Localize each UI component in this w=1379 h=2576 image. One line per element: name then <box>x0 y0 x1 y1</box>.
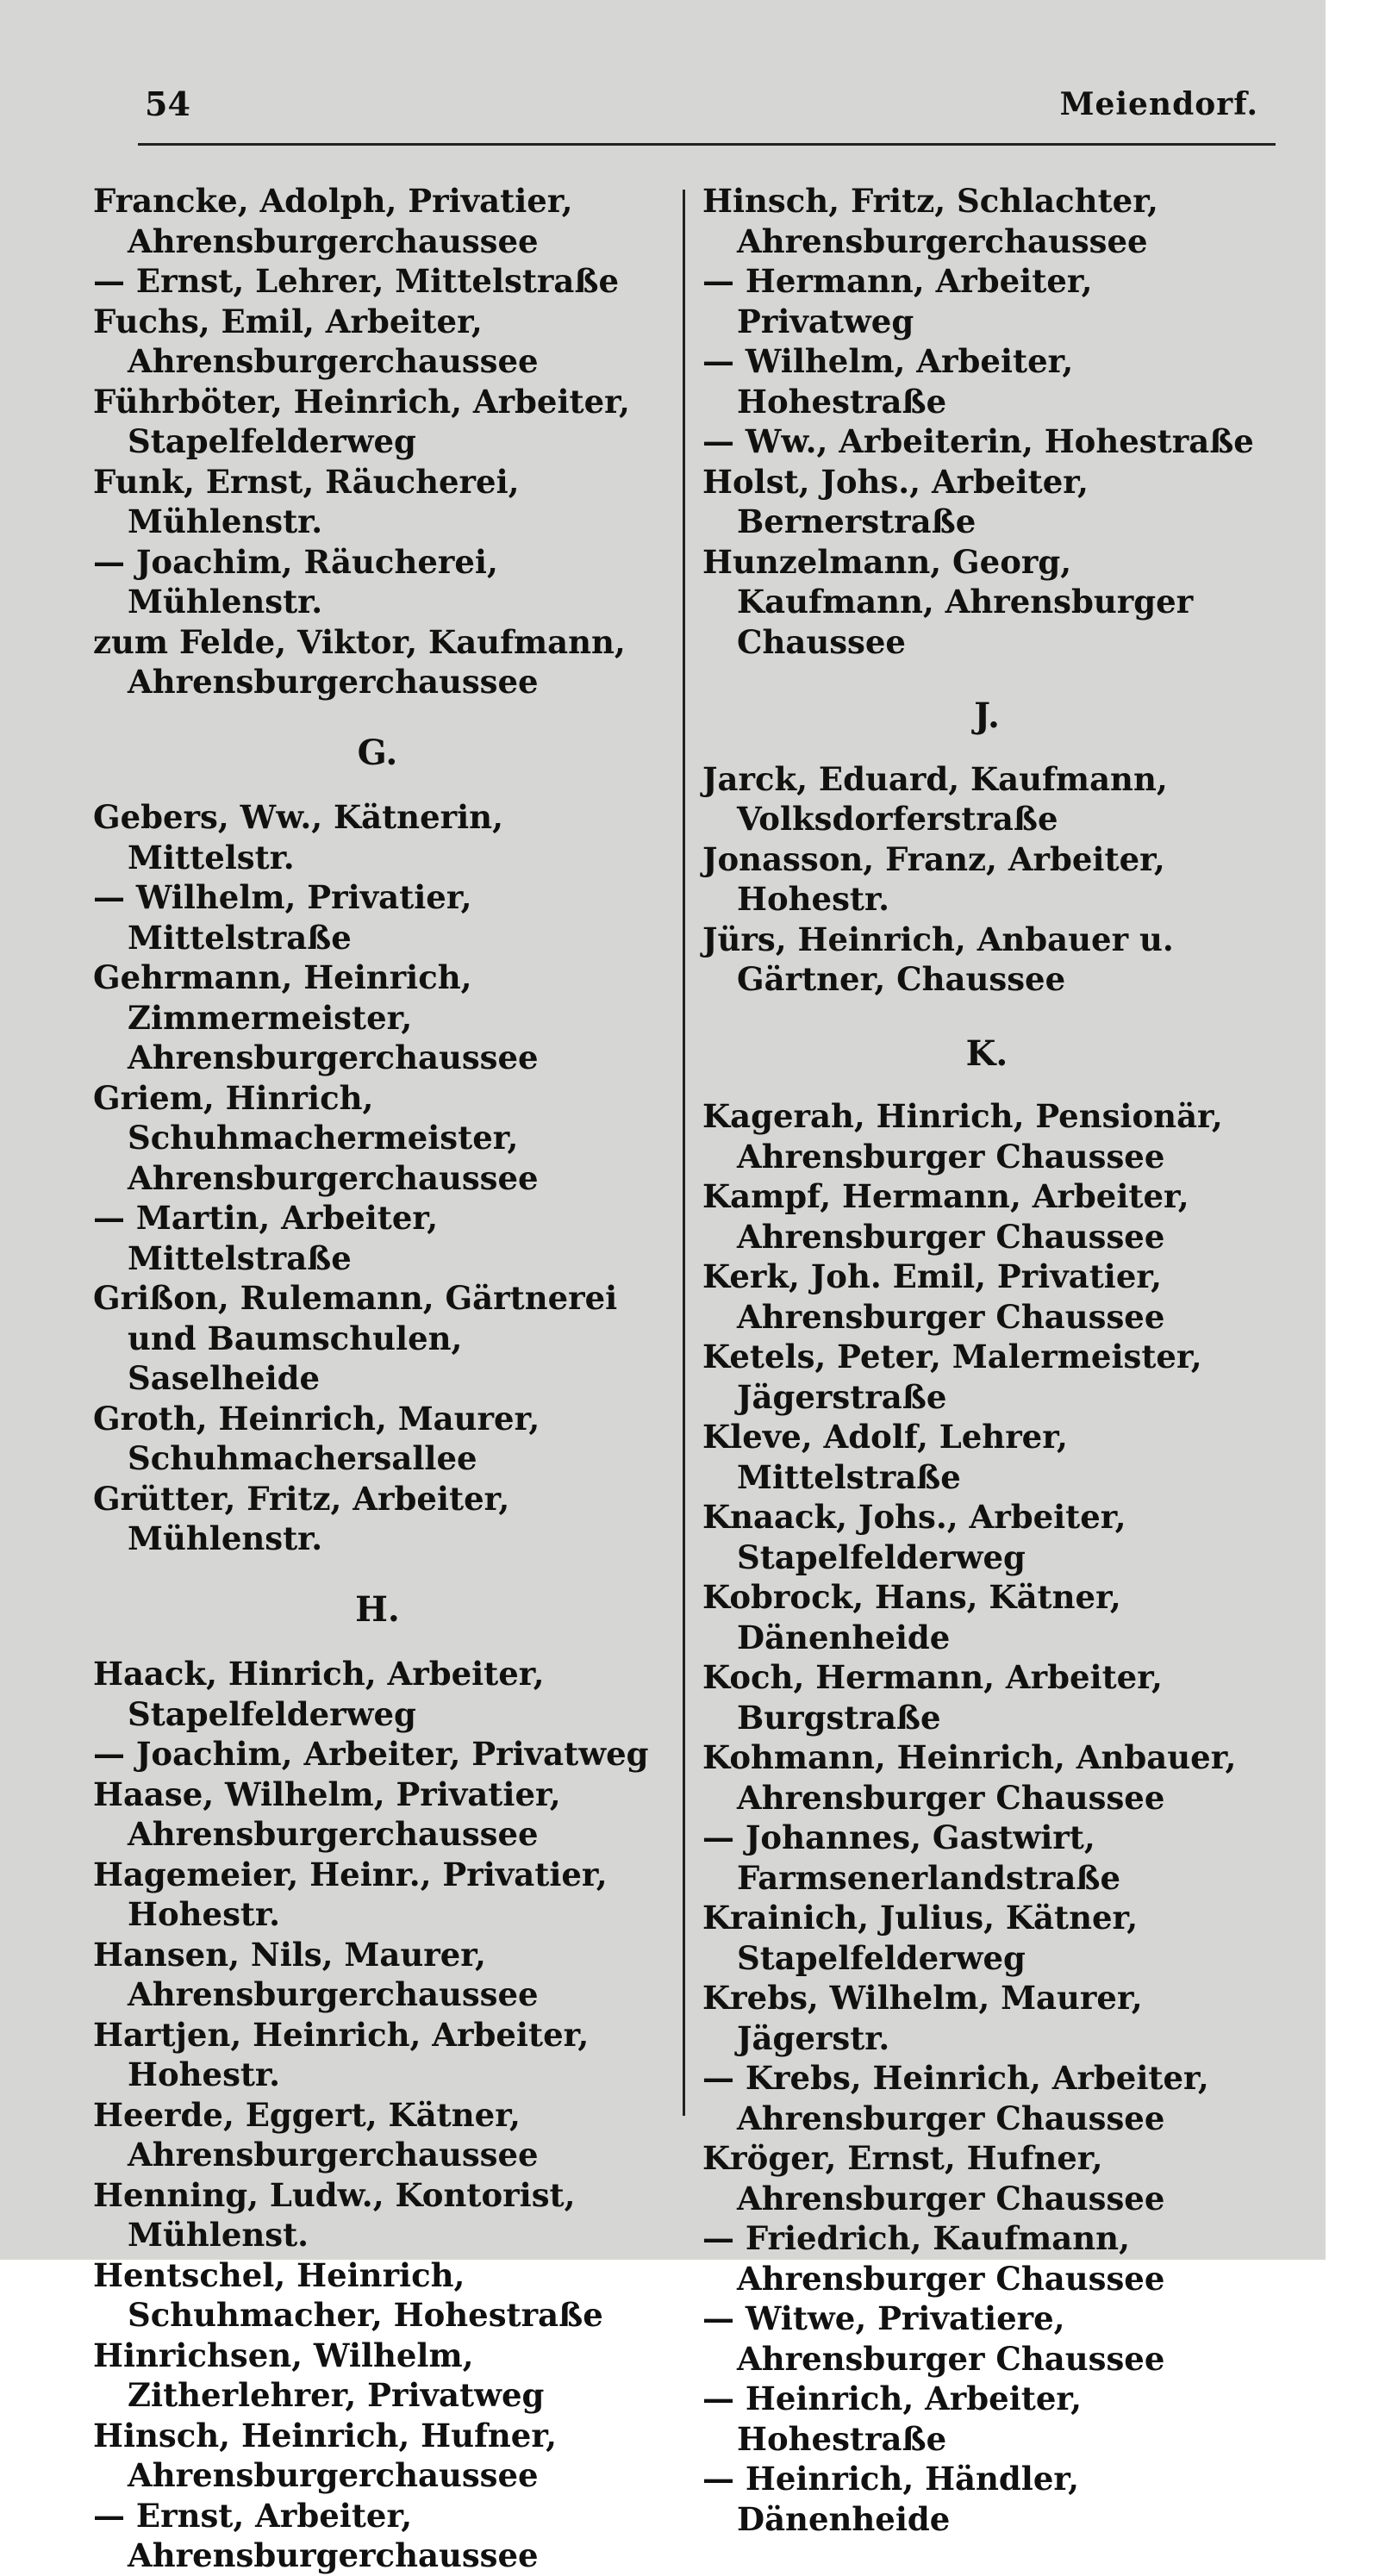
directory-entry: Hentschel, Heinrich, Schuhmacher, Hohestraße <box>93 2255 603 2334</box>
page-header <box>138 79 1276 131</box>
directory-entry: zum Felde, Viktor, Kaufmann, Ahrensburgerchaussee <box>93 622 626 701</box>
page-edge <box>1326 0 1379 2260</box>
directory-entry: — Friedrich, Kaufmann, Ahrensburger Chaussee <box>702 2219 1165 2298</box>
directory-entry: — Johannes, Gastwirt, Farmsenerlandstraße <box>702 1818 1121 1897</box>
directory-entry: Grißon, Rulemann, Gärtnerei und Baumschulen, Saselheide <box>93 1279 618 1397</box>
directory-entry: Henning, Ludw., Kontorist, Mühlenst. <box>93 2175 576 2254</box>
directory-entry: Hinrichsen, Wilhelm, Zitherlehrer, Privatweg <box>93 2336 545 2414</box>
directory-entry: Jarck, Eduard, Kaufmann, Volksdorferstraße <box>702 759 1168 838</box>
directory-entry: Groth, Heinrich, Maurer, Schuhmachersallee <box>93 1399 540 1477</box>
directory-entry: — Witwe, Privatiere, Ahrensburger Chaussee <box>702 2299 1165 2378</box>
directory-entry: — Wilhelm, Arbeiter, Hohestraße <box>702 342 1074 421</box>
directory-entry: — Wilhelm, Privatier, Mittelstraße <box>93 878 472 957</box>
directory-entry: Hansen, Nils, Maurer, Ahrensburgerchaussee <box>93 1935 539 2013</box>
directory-entry: Jonasson, Franz, Arbeiter, Hohestr. <box>702 839 1165 918</box>
directory-entry: Francke, Adolph, Privatier, Ahrensburgerchaussee <box>93 182 573 260</box>
directory-entry: — Hermann, Arbeiter, Privatweg <box>702 262 1093 340</box>
directory-entry: — Ernst, Arbeiter, Ahrensburgerchaussee <box>93 2496 539 2574</box>
right-column <box>702 181 1271 2539</box>
directory-entry: Heerde, Eggert, Kätner, Ahrensburgerchaussee <box>93 2095 539 2174</box>
directory-entry: Hinsch, Fritz, Schlachter, Ahrensburgerchaussee <box>702 182 1158 260</box>
running-title: Meiendorf. <box>1059 86 1258 122</box>
directory-entry: Kröger, Ernst, Hufner, Ahrensburger Chaussee <box>702 2139 1165 2217</box>
directory-entry: — Heinrich, Arbeiter, Hohestraße <box>702 2380 1083 2458</box>
directory-entry: Krainich, Julius, Kätner, Stapelfelderweg <box>702 1899 1139 1977</box>
directory-entry: Kerk, Joh. Emil, Privatier, Ahrensburger Chaussee <box>702 1257 1165 1336</box>
directory-entry: Gebers, Ww., Kätnerin, Mittelstr. <box>93 798 503 876</box>
directory-entry: Kleve, Adolf, Lehrer, Mittelstraße <box>702 1418 1068 1496</box>
directory-entry: Haase, Wilhelm, Privatier, Ahrensburgerchaussee <box>93 1775 561 1853</box>
directory-entry: Gehrmann, Heinrich, Zimmermeister, Ahrensburgerchaussee <box>93 958 539 1076</box>
directory-entry: — Joachim, Räucherei, Mühlenstr. <box>93 542 498 621</box>
page-number: 54 <box>145 84 190 123</box>
directory-entry: Kobrock, Hans, Kätner, Dänenheide <box>702 1578 1121 1656</box>
directory-entry: — Ernst, Lehrer, Mittelstraße <box>93 262 620 300</box>
directory-entry: Kagerah, Hinrich, Pensionär, Ahrensburger Chaussee <box>702 1097 1223 1176</box>
directory-entry: Holst, Johs., Arbeiter, Bernerstraße <box>702 462 1089 540</box>
directory-entry: Griem, Hinrich, Schuhmachermeister, Ahrensburgerchaussee <box>93 1078 539 1197</box>
section-heading: H. <box>355 1588 400 1630</box>
section-heading: J. <box>974 695 1000 736</box>
directory-entry: Jürs, Heinrich, Anbauer u. Gärtner, Chaussee <box>702 920 1174 998</box>
directory-entry: Führböter, Heinrich, Arbeiter, Stapelfelderweg <box>93 382 630 460</box>
directory-entry: — Heinrich, Händler, Dänenheide <box>702 2460 1080 2538</box>
left-column <box>93 181 662 2576</box>
directory-entry: Ketels, Peter, Malermeister, Jägerstraße <box>702 1338 1202 1416</box>
directory-entry: — Martin, Arbeiter, Mittelstraße <box>93 1199 439 1277</box>
directory-entry: Hartjen, Heinrich, Arbeiter, Hohestr. <box>93 2015 590 2093</box>
header-rule <box>138 143 1276 146</box>
directory-entry: Hagemeier, Heinr., Privatier, Hohestr. <box>93 1855 608 1933</box>
directory-entry: Krebs, Wilhelm, Maurer, Jägerstr. <box>702 1979 1143 2057</box>
directory-entry: — Krebs, Heinrich, Arbeiter, Ahrensburger Chaussee <box>702 2059 1209 2137</box>
directory-entry: Funk, Ernst, Räucherei, Mühlenstr. <box>93 462 520 540</box>
directory-entry: Knaack, Johs., Arbeiter, Stapelfelderweg <box>702 1498 1126 1576</box>
directory-entry: Hunzelmann, Georg, Kaufmann, Ahrensburger Chaussee <box>702 542 1194 661</box>
column-divider <box>683 190 685 2116</box>
directory-entry: Kampf, Hermann, Arbeiter, Ahrensburger Chaussee <box>702 1177 1189 1256</box>
directory-entry: — Ww., Arbeiterin, Hohestraße <box>702 422 1254 460</box>
section-heading: K. <box>965 1032 1008 1074</box>
section-heading: G. <box>357 732 398 773</box>
directory-entry: Grütter, Fritz, Arbeiter, Mühlenstr. <box>93 1479 510 1557</box>
directory-entry: Kohmann, Heinrich, Anbauer, Ahrensburger Chaussee <box>702 1738 1237 1817</box>
directory-entry: Haack, Hinrich, Arbeiter, Stapelfelderweg <box>93 1655 545 1733</box>
directory-entry: Koch, Hermann, Arbeiter, Burgstraße <box>702 1658 1163 1737</box>
directory-entry: Hinsch, Heinrich, Hufner, Ahrensburgerchaussee <box>93 2416 558 2494</box>
directory-entry: — Joachim, Arbeiter, Privatweg <box>93 1735 649 1773</box>
directory-entry: Fuchs, Emil, Arbeiter, Ahrensburgerchaussee <box>93 302 539 380</box>
